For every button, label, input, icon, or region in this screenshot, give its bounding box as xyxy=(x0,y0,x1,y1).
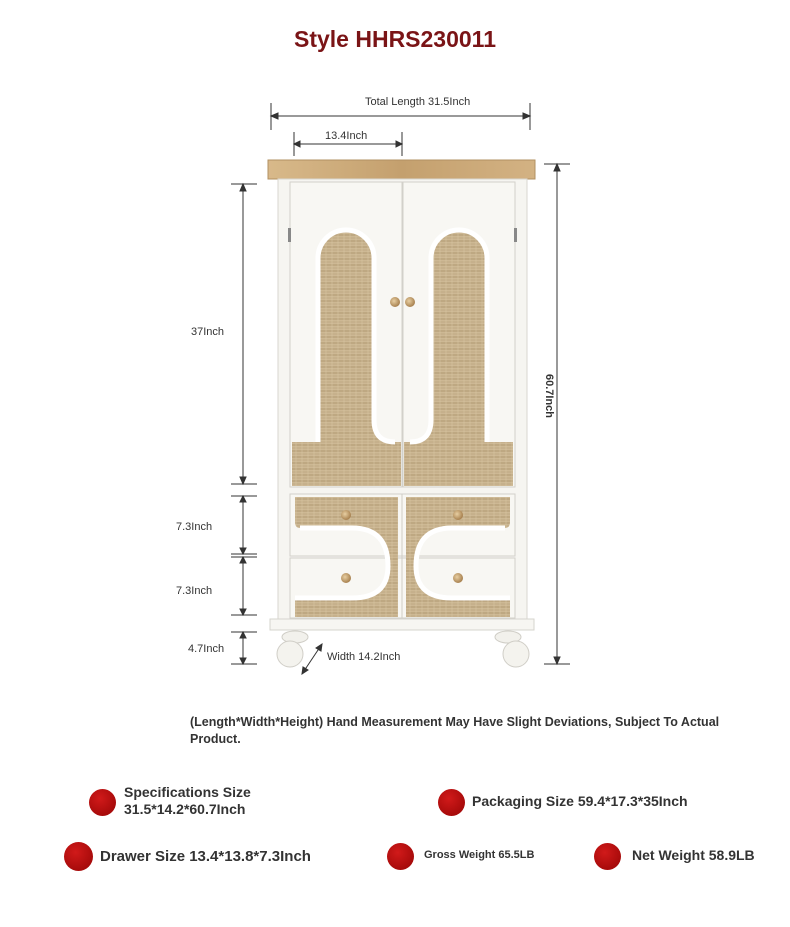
door-knob-right xyxy=(405,297,415,307)
drawer-size: Drawer Size 13.4*13.8*7.3Inch xyxy=(100,848,311,865)
cabinet-feet xyxy=(277,631,529,667)
gross-weight: Gross Weight 65.5LB xyxy=(424,849,535,861)
cabinet-top xyxy=(268,160,535,179)
dim-total-height: 60.7Inch xyxy=(543,374,555,419)
door-knob-left xyxy=(390,297,400,307)
dim-leg-height: 4.7Inch xyxy=(188,643,225,655)
drawer-knob xyxy=(453,510,463,520)
packaging-size: Packaging Size 59.4*17.3*35Inch xyxy=(472,793,688,809)
drawer-knob xyxy=(453,573,463,583)
page-title: Style HHRS230011 xyxy=(293,26,496,52)
bullet-icon xyxy=(89,789,116,816)
dim-door-height: 37Inch xyxy=(191,326,225,338)
bullet-icon xyxy=(438,789,465,816)
dim-drawer1-height: 7.3Inch xyxy=(176,521,213,533)
bullet-icon xyxy=(387,843,414,870)
cabinet-base xyxy=(270,619,534,630)
drawer-knob xyxy=(341,573,351,583)
spec-size-label: Specifications Size xyxy=(124,784,251,800)
spec-size-value: 31.5*14.2*60.7Inch xyxy=(124,801,246,817)
drawer-knob xyxy=(341,510,351,520)
bullet-icon xyxy=(64,842,93,871)
bullet-icon xyxy=(594,843,621,870)
measurement-note: (Length*Width*Height) Hand Measurement May Have Slight Deviations, Subject To Actual Product. xyxy=(190,715,720,746)
dim-total-length: Total Length 31.5Inch xyxy=(365,96,471,108)
dim-drawer2-height: 7.3Inch xyxy=(176,585,213,597)
dim-depth: Width 14.2Inch xyxy=(327,651,401,663)
net-weight: Net Weight 58.9LB xyxy=(632,847,755,863)
dim-door-width: 13.4Inch xyxy=(325,130,368,142)
